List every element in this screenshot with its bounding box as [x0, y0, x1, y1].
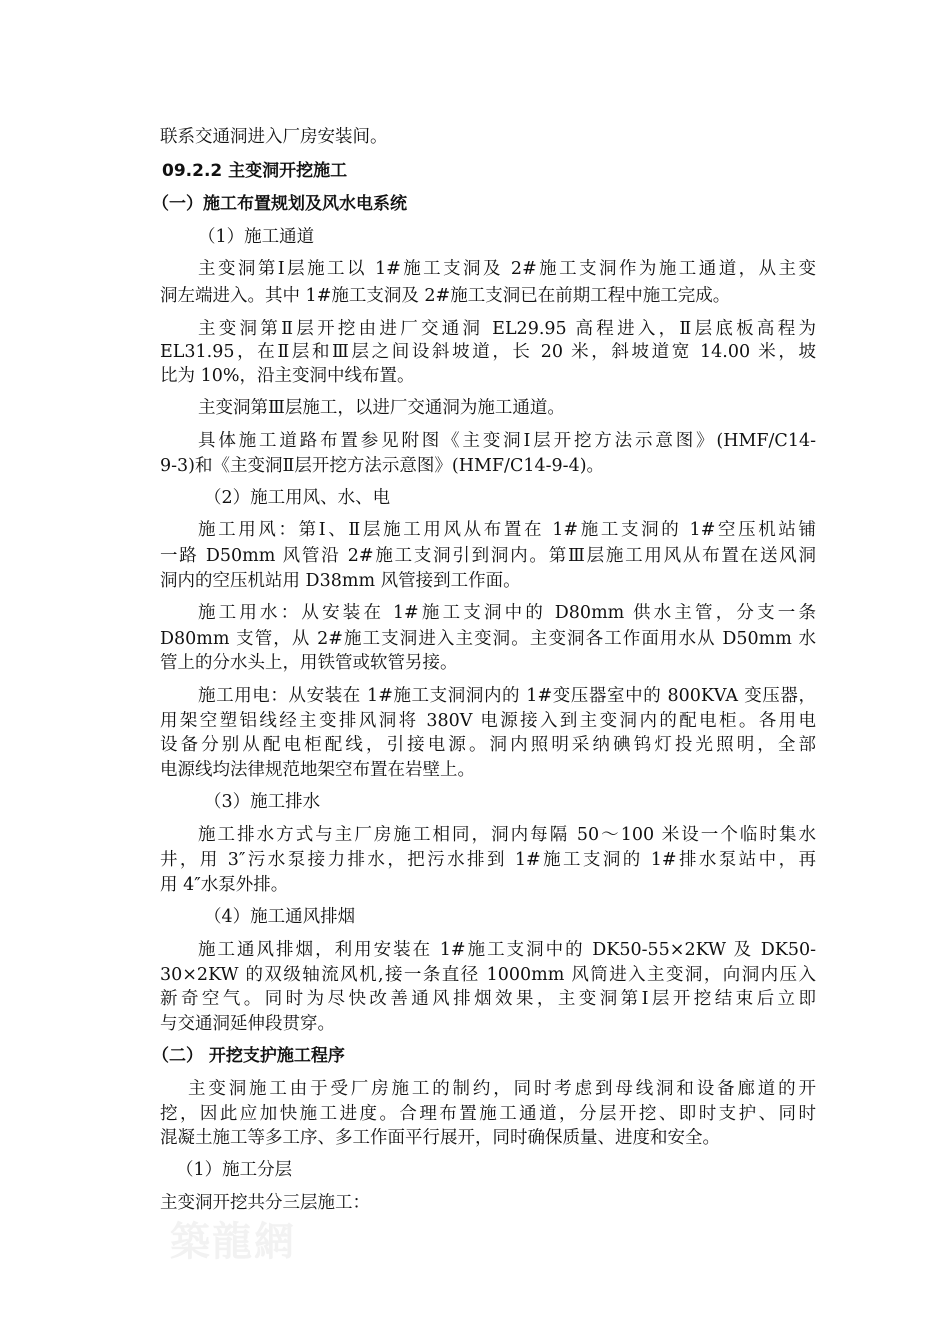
watermark: 築龍網 [170, 1219, 296, 1265]
p8-line3: 用 4″水泵外排。 [160, 875, 289, 895]
p8-line2: 井，用 3″污水泵接力排水，把污水排到 1#施工支洞的 1#排水泵站中，再 [160, 850, 816, 870]
p10-line1: 主变洞施工由于受厂房施工的制约，同时考虑到母线洞和设备廊道的开 [188, 1079, 816, 1099]
part2-heading: （二） 开挖支护施工程序 [152, 1046, 345, 1066]
last-line: 主变洞开挖共分三层施工： [160, 1193, 370, 1213]
p7-line1: 施工用电：从安装在 1#施工支洞洞内的 1#变压器室中的 800KVA 变压器， [198, 686, 816, 706]
p2-line3: 比为 10%，沿主变洞中线布置。 [160, 366, 415, 386]
sub3-heading: （3）施工排水 [204, 792, 321, 812]
sub5-heading: （1）施工分层 [176, 1160, 293, 1180]
sub4-heading: （4）施工通风排烟 [204, 907, 356, 927]
part1-heading: （一）施工布置规划及风水电系统 [152, 194, 407, 214]
p7-line2: 用架空塑铝线经主变排风洞将 380V 电源接入到主变洞内的配电柜。各用电 [160, 711, 816, 731]
sub1-heading: （1）施工通道 [198, 227, 315, 247]
p2-line2: EL31.95，在Ⅱ层和Ⅲ层之间设斜坡道，长 20 米，斜坡道宽 14.00 米，坡 [160, 342, 816, 362]
p10-line3: 混凝土施工等多工序、多工作面平行展开，同时确保质量、进度和安全。 [160, 1128, 720, 1148]
p7-line3: 设备分别从配电柜配线，引接电源。洞内照明采纳碘钨灯投光照明，全部 [160, 735, 816, 755]
p5-line1: 施工用风：第Ⅰ、Ⅱ层施工用风从布置在 1#施工支洞的 1#空压机站铺 [198, 520, 816, 540]
p5-line3: 洞内的空压机站用 D38mm 风管接到工作面。 [160, 571, 521, 591]
p7-line4: 电源线均法律规范地架空布置在岩壁上。 [160, 760, 475, 780]
p5-line2: 一路 D50mm 风管沿 2#施工支洞引到洞内。第Ⅲ层施工用风从布置在送风洞 [160, 546, 816, 566]
p8-line1: 施工排水方式与主厂房施工相同，洞内每隔 50～100 米设一个临时集水 [198, 825, 816, 845]
sub2-heading: （2）施工用风、水、电 [204, 488, 391, 508]
intro-line: 联系交通洞进入厂房安装间。 [160, 127, 388, 147]
p1-line2: 洞左端进入。其中 1#施工支洞及 2#施工支洞已在前期工程中施工完成。 [160, 286, 731, 306]
p6-line3: 管上的分水头上，用铁管或软管另接。 [160, 653, 458, 673]
p1-line1: 主变洞第Ⅰ层施工以 1#施工支洞及 2#施工支洞作为施工通道，从主变 [198, 259, 816, 279]
p9-line1: 施工通风排烟，利用安装在 1#施工支洞中的 DK50-55×2KW 及 DK50- [198, 940, 816, 960]
p3-line1: 主变洞第Ⅲ层施工，以进厂交通洞为施工通道。 [198, 398, 565, 418]
p9-line4: 与交通洞延伸段贯穿。 [160, 1014, 335, 1034]
section-heading: 09.2.2 主变洞开挖施工 [162, 161, 348, 181]
p9-line3: 新奇空气。同时为尽快改善通风排烟效果，主变洞第Ⅰ层开挖结束后立即 [160, 989, 816, 1009]
p6-line1: 施工用水：从安装在 1#施工支洞中的 D80mm 供水主管，分支一条 [198, 603, 816, 623]
p4-line2: 9-3)和《主变洞Ⅱ层开挖方法示意图》(HMF/C14-9-4)。 [160, 456, 605, 476]
p2-line1: 主变洞第Ⅱ层开挖由进厂交通洞 EL29.95 高程进入，Ⅱ层底板高程为 [198, 319, 816, 339]
p6-line2: D80mm 支管，从 2#施工支洞进入主变洞。主变洞各工作面用水从 D50mm 水 [160, 629, 816, 649]
p4-line1: 具体施工道路布置参见附图《主变洞Ⅰ层开挖方法示意图》(HMF/C14- [198, 431, 816, 451]
p9-line2: 30×2KW 的双级轴流风机,接一条直径 1000mm 风筒进入主变洞，向洞内压入 [160, 965, 816, 985]
p10-line2: 挖，因此应加快施工进度。合理布置施工通道，分层开挖、即时支护、同时 [160, 1104, 816, 1124]
